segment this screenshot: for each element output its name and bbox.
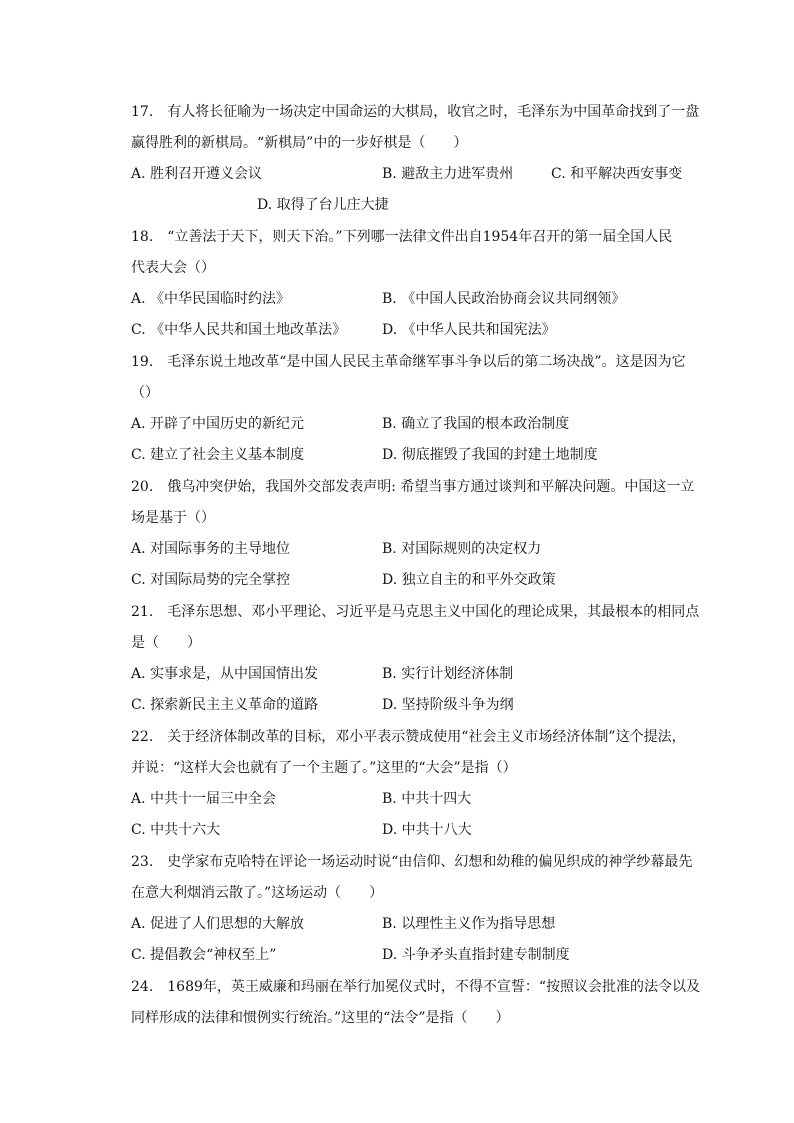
question-20-option-b: B. 对国际规则的决定权力	[382, 541, 542, 557]
question-18-stem-line-2: 代表大会（）	[131, 260, 215, 276]
question-18-option-c: C. 《中华人民共和国土地改革法》	[131, 322, 347, 338]
question-21-stem-line-1: 21. 毛泽东思想、邓小平理论、习近平是马克思主义中国化的理论成果，其最根本的相同点	[131, 604, 700, 620]
question-19-option-a: A. 开辟了中国历史的新纪元	[131, 416, 305, 432]
question-23-option-b: B. 以理性主义作为指导思想	[382, 916, 556, 932]
question-24-stem-line-1: 24. 1689年，英王威廉和玛丽在举行加冕仪式时，不得不宣誓：“按照议会批准的法令以及	[131, 979, 701, 995]
question-18-option-b: B. 《中国人民政治协商会议共同纲领》	[382, 291, 626, 307]
question-21-stem-line-2: 是（ ）	[131, 635, 201, 651]
question-23-option-c: C. 提倡教会“神权至上”	[131, 947, 277, 963]
question-17-option-b: B. 避敌主力进军贵州	[382, 166, 514, 182]
question-19-option-c: C. 建立了社会主义基本制度	[131, 447, 305, 463]
question-20-option-d: D. 独立自主的和平外交政策	[382, 572, 556, 588]
question-20-option-c: C. 对国际局势的完全掌控	[131, 572, 291, 588]
question-22-option-d: D. 中共十八大	[382, 822, 472, 838]
question-17-option-a: A. 胜利召开遵义会议	[131, 166, 263, 182]
question-22-stem-line-2: 并说：“这样大会也就有了一个主题了。”这里的“大会”是指（）	[131, 760, 517, 776]
question-21-option-b: B. 实行计划经济体制	[382, 666, 514, 682]
question-17-stem-line-2: 赢得胜利的新棋局。“新棋局”中的一步好棋是（ ）	[131, 135, 468, 151]
question-19-option-b: B. 确立了我国的根本政治制度	[382, 416, 570, 432]
question-23-stem-line-2: 在意大利烟消云散了。”这场运动（ ）	[131, 885, 384, 901]
question-20-stem-line-2: 场是基于（）	[131, 510, 215, 526]
question-19-stem-line-1: 19. 毛泽东说土地改革“是中国人民民主革命继军事斗争以后的第二场决战”。这是因为它	[131, 354, 686, 370]
question-21-option-c: C. 探索新民主主义革命的道路	[131, 697, 319, 713]
question-21-option-d: D. 坚持阶级斗争为纲	[382, 697, 514, 713]
question-22-option-c: C. 中共十六大	[131, 822, 221, 838]
question-20-option-a: A. 对国际事务的主导地位	[131, 541, 291, 557]
question-17-stem-line-1: 17. 有人将长征喻为一场决定中国命运的大棋局，收官之时，毛泽东为中国革命找到了一盘	[131, 104, 700, 120]
question-23-option-d: D. 斗争矛头直指封建专制制度	[382, 947, 570, 963]
question-18-stem-line-1: 18. “立善法于天下，则天下治。”下列哪一法律文件出自1954年召开的第一届全国人民	[131, 229, 673, 245]
question-23-stem-line-1: 23. 史学家布克哈特在评论一场运动时说“由信仰、幻想和幼稚的偏见织成的神学纱幕最先	[131, 854, 693, 870]
question-24-stem-line-2: 同样形成的法律和惯例实行统治。”这里的“法令”是指（ ）	[131, 1010, 510, 1026]
question-17-option-c: C. 和平解决西安事变	[551, 166, 683, 182]
question-17-option-d: D. 取得了台儿庄大捷	[257, 197, 389, 213]
question-22-option-b: B. 中共十四大	[382, 791, 472, 807]
question-22-option-a: A. 中共十一届三中全会	[131, 791, 277, 807]
question-19-option-d: D. 彻底摧毁了我国的封建土地制度	[382, 447, 598, 463]
question-21-option-a: A. 实事求是，从中国国情出发	[131, 666, 319, 682]
question-22-stem-line-1: 22. 关于经济体制改革的目标，邓小平表示赞成使用“社会主义市场经济体制”这个提法，	[131, 729, 686, 745]
question-23-option-a: A. 促进了人们思想的大解放	[131, 916, 305, 932]
question-20-stem-line-1: 20. 俄乌冲突伊始，我国外交部发表声明: 希望当事方通过谈判和平解决问题。中国这一立	[131, 479, 695, 495]
question-18-option-d: D. 《中华人民共和国宪法》	[382, 322, 556, 338]
question-18-option-a: A. 《中华民国临时约法》	[131, 291, 291, 307]
question-19-stem-line-2: （）	[131, 385, 159, 401]
